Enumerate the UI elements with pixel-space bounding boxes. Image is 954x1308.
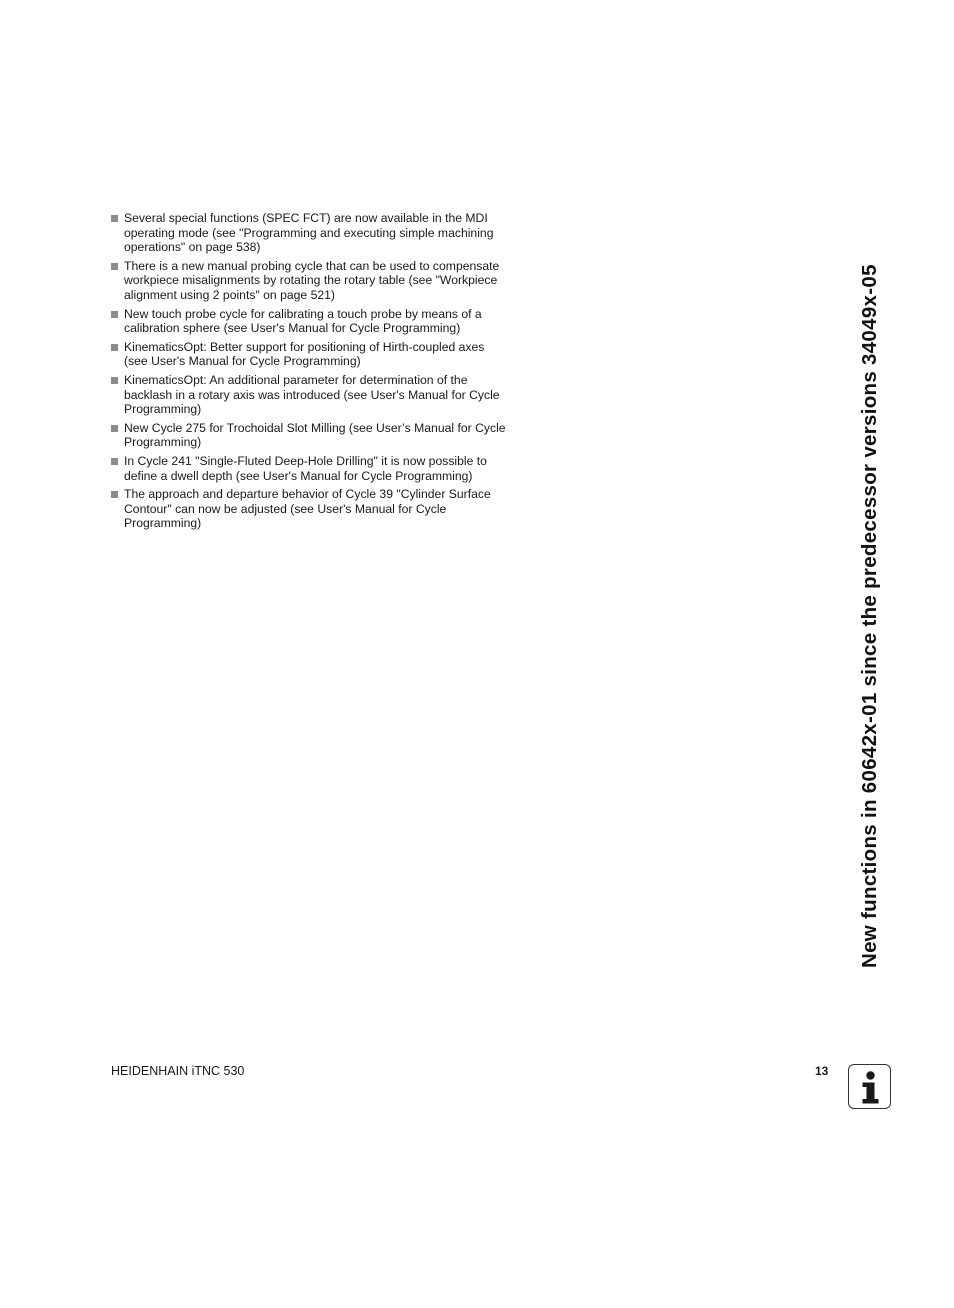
feature-list: [111, 211, 511, 535]
list-item: [111, 307, 511, 336]
list-item: [111, 373, 511, 417]
info-icon: [848, 1064, 891, 1109]
list-item-text: There is a new manual probing cycle that can be used to compensate workpiece misalignments by rotating the rotary table (see "Workpiece alignment using 2 points" on page 521): [124, 258, 500, 302]
square-bullet-icon: [111, 377, 118, 384]
list-item-text: New Cycle 275 for Trochoidal Slot Milling (see User’s Manual for Cycle Programming): [124, 420, 506, 450]
square-bullet-icon: [111, 425, 118, 432]
chapter-side-title: New functions in 60642x-01 since the predecessor versions 34049x-05: [858, 264, 881, 968]
page-number: 13: [815, 1064, 829, 1078]
list-item: [111, 211, 511, 255]
square-bullet-icon: [111, 344, 118, 351]
footer-product-name: HEIDENHAIN iTNC 530: [111, 1064, 245, 1078]
list-item-text: Several special functions (SPEC FCT) are now available in the MDI operating mode (see "Programming and executing simple machining operations" on page 538): [124, 211, 494, 255]
list-item-text: KinematicsOpt: An additional parameter for determination of the backlash in a rotary axis was introduced (see User's Manual for Cycle Programming): [124, 372, 500, 417]
square-bullet-icon: [111, 311, 118, 318]
list-item-text: KinematicsOpt: Better support for positioning of Hirth-coupled axes (see User's Manual for Cycle Programming): [124, 339, 485, 369]
list-item: [111, 421, 511, 450]
list-item: [111, 487, 511, 531]
list-item: [111, 454, 511, 483]
square-bullet-icon: [111, 458, 118, 465]
list-item-text: New touch probe cycle for calibrating a touch probe by means of a calibration sphere (see User's Manual for Cycle Programming): [124, 306, 482, 336]
list-item-text: In Cycle 241 "Single-Fluted Deep-Hole Drilling" it is now possible to define a dwell depth (see User's Manual for Cycle Programming): [124, 453, 487, 483]
square-bullet-icon: [111, 263, 118, 270]
square-bullet-icon: [111, 491, 118, 498]
list-item-text: The approach and departure behavior of Cycle 39 "Cylinder Surface Contour" can now be adjusted (see User's Manual for Cycle Programming): [124, 487, 491, 531]
square-bullet-icon: [111, 215, 118, 222]
list-item: [111, 259, 511, 303]
list-item: [111, 340, 511, 369]
